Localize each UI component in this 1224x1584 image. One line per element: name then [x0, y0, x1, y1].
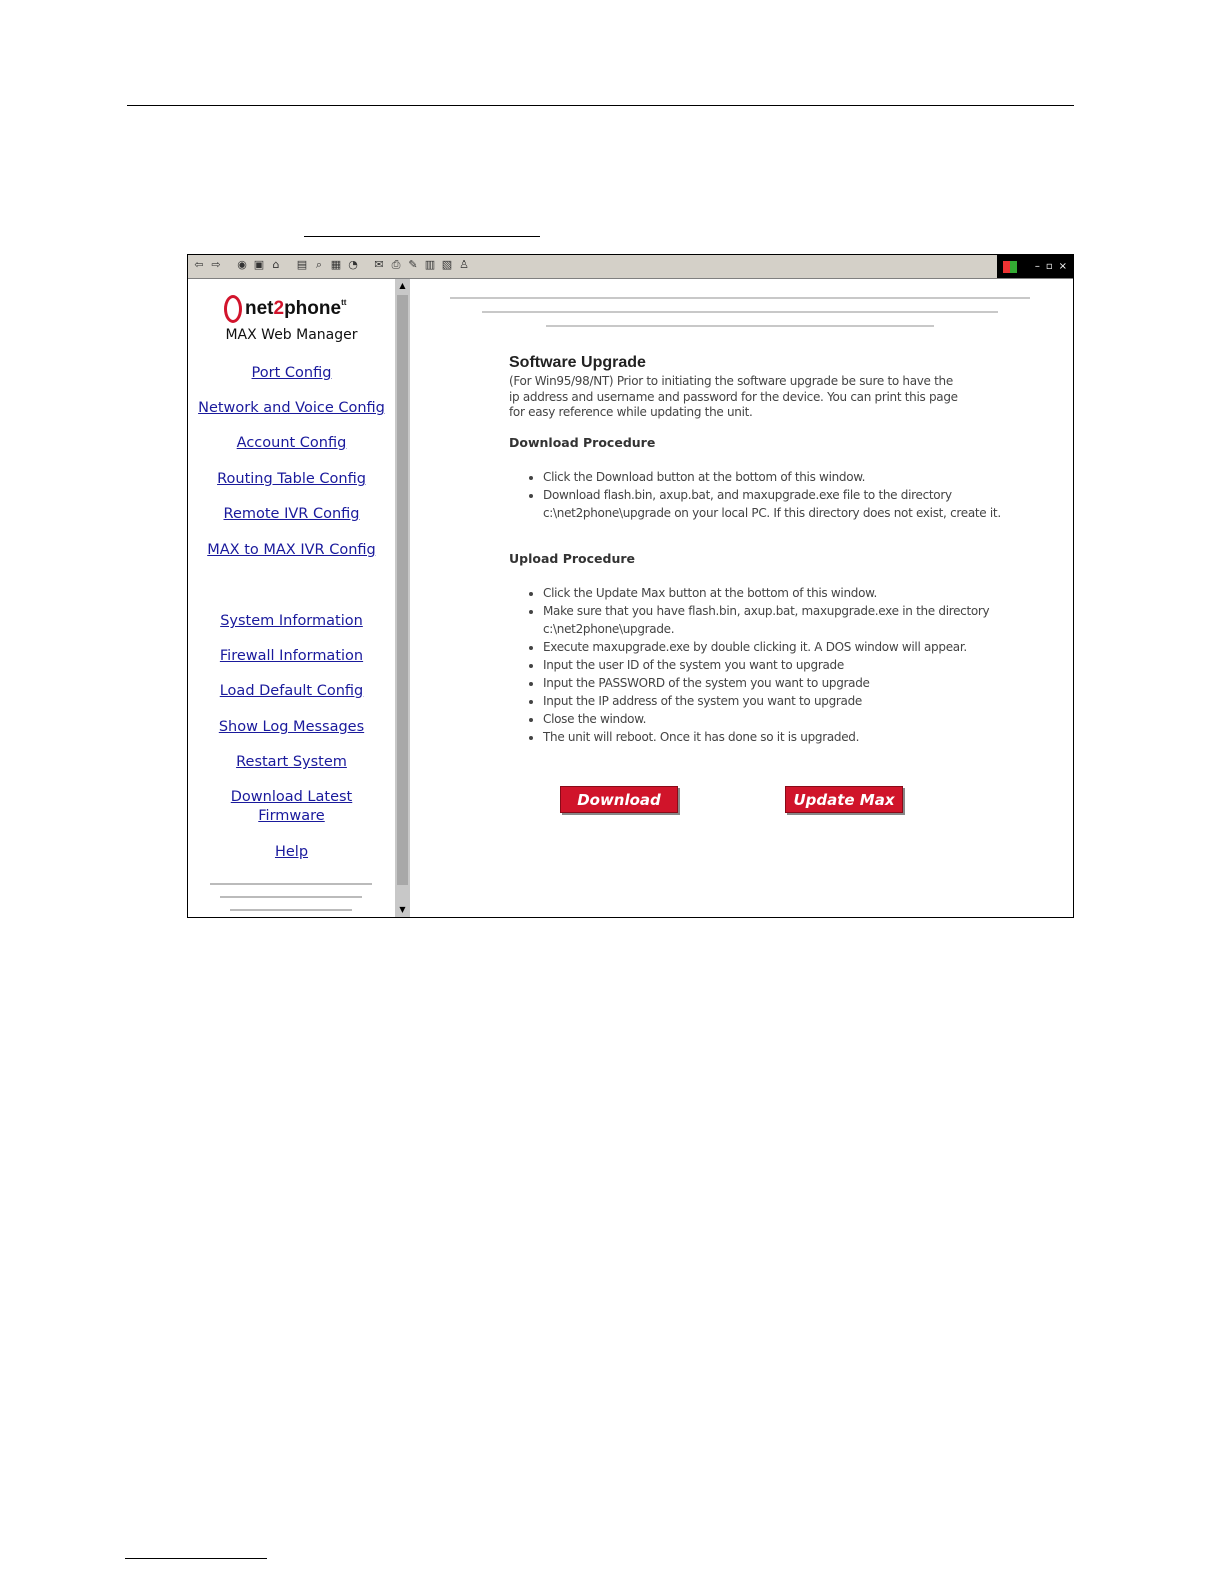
nav-download-latest[interactable]: Download Latest: [230, 789, 353, 805]
app-subtitle: MAX Web Manager: [225, 327, 358, 343]
download-steps-list: [509, 468, 1003, 522]
scroll-down-icon[interactable]: ▼: [399, 905, 406, 914]
refresh-icon[interactable]: ▣: [253, 258, 265, 271]
download-procedure-heading: Download Procedure: [509, 435, 656, 450]
scrollbar-thumb[interactable]: [397, 295, 408, 885]
nav-firewall-information[interactable]: Firewall Information: [219, 648, 364, 664]
nav-help[interactable]: Help: [274, 844, 309, 860]
list-item: • Execute maxupgrade.exe by double clicking it. A DOS window will appear.: [543, 638, 1003, 656]
sidebar-divider: [230, 909, 352, 911]
content-divider: [450, 297, 1030, 299]
logo-mark-icon: [224, 295, 242, 323]
content-divider: [546, 325, 934, 327]
stop-icon[interactable]: ◉: [237, 258, 247, 271]
discuss-icon[interactable]: ▥: [424, 258, 436, 271]
nav-system-information[interactable]: System Information: [220, 613, 363, 629]
nav-routing-table-config[interactable]: Routing Table Config: [217, 471, 366, 487]
content-divider: [482, 311, 998, 313]
nav-port-config[interactable]: Port Config: [251, 365, 332, 381]
upload-steps-list: [509, 584, 1003, 746]
list-item: • Input the IP address of the system you want to upgrade: [543, 692, 1003, 710]
page-title: Software Upgrade: [509, 354, 646, 371]
browser-window: [187, 254, 1074, 918]
back-icon[interactable]: ⇦: [194, 258, 204, 271]
window-controls: [997, 255, 1073, 278]
list-item: • Input the user ID of the system you want to upgrade: [543, 656, 1003, 674]
page-footer-rule: [125, 1558, 267, 1559]
edit-icon[interactable]: ✎: [408, 258, 418, 271]
page-header-rule: [127, 105, 1074, 106]
list-item: • Make sure that you have flash.bin, axup.bat, maxupgrade.exe in the directory c:\net2phone\upgrade.: [543, 602, 1003, 638]
intro-text: (For Win95/98/NT) Prior to initiating the software upgrade be sure to have the ip address and username and password for the device. You can print this page for easy reference while updating the unit.: [509, 374, 958, 419]
nav-restart-system[interactable]: Restart System: [236, 754, 347, 770]
sidebar-divider: [210, 883, 372, 885]
list-item: • Click the Update Max button at the bottom of this window.: [543, 584, 1003, 602]
list-item: • Close the window.: [543, 710, 1003, 728]
home-icon[interactable]: ⌂: [272, 258, 280, 271]
nav-network-voice-config[interactable]: Network and Voice Config: [198, 400, 385, 416]
nav-show-log-messages[interactable]: Show Log Messages: [218, 719, 365, 735]
mail-icon[interactable]: ✉: [374, 258, 384, 271]
favorites-icon[interactable]: ▦: [330, 258, 342, 271]
nav-firmware[interactable]: Firmware: [258, 808, 325, 824]
forward-icon[interactable]: ⇨: [211, 258, 221, 271]
caption-underline: [304, 236, 540, 237]
messenger-icon[interactable]: ▧: [441, 258, 453, 271]
content-frame: [410, 279, 1073, 917]
update-max-button[interactable]: Update Max: [785, 786, 903, 813]
close-icon[interactable]: ×: [1058, 261, 1067, 272]
browser-toolbar: [188, 255, 1073, 279]
frames-icon[interactable]: ▤: [296, 258, 308, 271]
list-item: • Input the PASSWORD of the system you want to upgrade: [543, 674, 1003, 692]
print-icon[interactable]: ⎙: [391, 258, 401, 271]
net2phone-logo: net2phone$^{tt}$: [224, 295, 346, 323]
list-item: • Download flash.bin, axup.bat, and maxupgrade.exe file to the directory c:\net2phone\upgrade on your local PC. If this directory does not exist, create it.: [543, 486, 1003, 522]
nav-max-to-max-ivr-config[interactable]: MAX to MAX IVR Config: [207, 542, 376, 558]
user-icon[interactable]: ♙: [459, 258, 469, 271]
windows-flag-icon: [1003, 261, 1017, 273]
download-button[interactable]: Download: [560, 786, 678, 813]
scroll-up-icon[interactable]: ▲: [399, 281, 406, 290]
sidebar-divider: [220, 896, 362, 898]
search-icon[interactable]: ⌕: [315, 258, 323, 271]
nav-load-default-config[interactable]: Load Default Config: [219, 683, 364, 699]
nav-remote-ivr-config[interactable]: Remote IVR Config: [223, 506, 360, 522]
history-icon[interactable]: ◔: [348, 258, 358, 271]
restore-icon[interactable]: ▫: [1045, 261, 1053, 272]
list-item: • The unit will reboot. Once it has done so it is upgraded.: [543, 728, 1003, 746]
minimize-icon[interactable]: –: [1034, 261, 1040, 272]
sidebar-frame: [188, 279, 395, 917]
sidebar-scrollbar[interactable]: [395, 279, 410, 917]
upload-procedure-heading: Upload Procedure: [509, 551, 635, 566]
nav-account-config[interactable]: Account Config: [236, 435, 347, 451]
list-item: • Click the Download button at the bottom of this window.: [543, 468, 1003, 486]
